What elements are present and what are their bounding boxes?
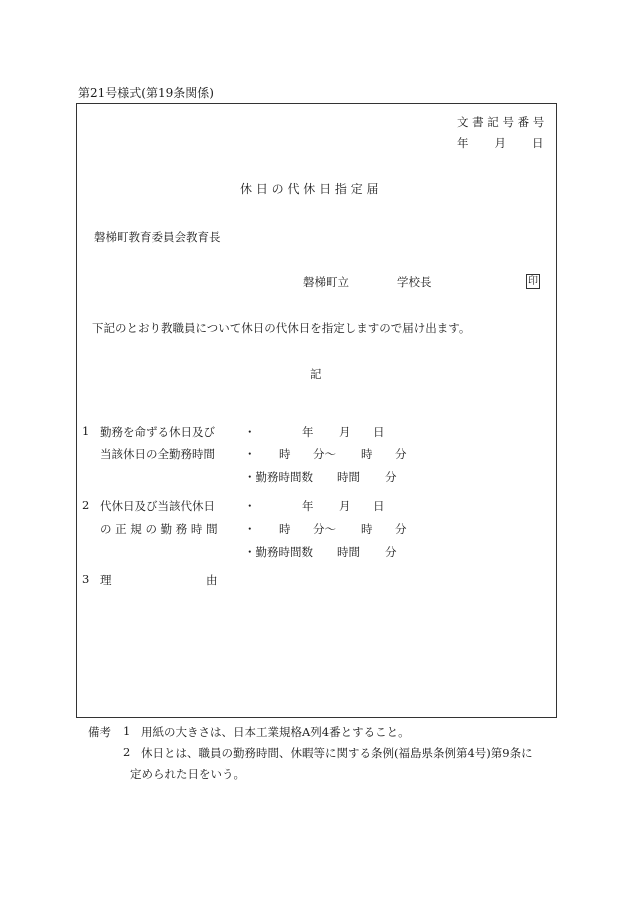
item2-row2-min2: 分 [395,522,407,536]
body-text: 下記のとおり教職員について休日の代休日を指定しますので届け出ます。 [92,321,471,335]
item2-label-line1: 代休日及び当該代休日 [100,499,215,513]
item1-row2-min2: 分 [395,447,407,461]
item2-number: 2 [82,498,90,512]
item1-label-line1: 勤務を命ずる休日及び [100,425,215,439]
ki-heading: 記 [310,367,322,381]
sender-principal: 学校長 [397,275,432,289]
item1-row2-hour2: 時 [361,447,373,461]
item2-row1-bullet: ・ [244,499,256,513]
form-number: 第21号様式(第19条関係) [78,86,214,100]
item1-row3-hours: 時間 [337,470,360,484]
item1-row1-year: 年 [302,425,314,439]
seal-mark [526,273,540,289]
item1-row1-day: 日 [373,425,385,439]
notes-prefix: 備考 [88,725,111,739]
item3-label-reason-b: 由 [206,573,218,587]
note2-text-line2: 定められた日をいう。 [130,767,245,781]
note1-number: 1 [123,724,131,738]
item1-row1-bullet: ・ [244,425,256,439]
addressee: 磐梯町教育委員会教育長 [94,230,221,244]
item1-number: 1 [82,424,90,438]
document-title: 休 日 の 代 休 日 指 定 届 [240,182,379,196]
item3-number: 3 [82,572,90,586]
item2-row2-hour1: 時 [279,522,291,536]
item2-row2-bullet: ・ [244,522,256,536]
item3-label-reason-a: 理 [100,573,112,587]
item2-row2-min1: 分〜 [313,522,336,536]
doc-number-label: 文 書 記 号 番 号 [457,115,545,129]
item2-row3-hours: 時間 [337,545,360,559]
sender-school: 磐梯町立 [303,275,349,289]
item1-row2-hour1: 時 [279,447,291,461]
item2-label-line2: の 正 規 の 勤 務 時 間 [100,522,218,536]
note1-text: 用紙の大きさは、日本工業規格A列4番とすること。 [141,725,410,739]
item2-row1-day: 日 [373,499,385,513]
item1-row3-label: ・勤務時間数 [244,470,313,484]
item1-row2-bullet: ・ [244,447,256,461]
item2-row1-month: 月 [339,499,351,513]
note2-text-line1: 休日とは、職員の勤務時間、休暇等に関する条例(福島県条例第4号)第9条に [141,746,533,760]
item2-row3-label: ・勤務時間数 [244,545,313,559]
item1-row3-minutes: 分 [385,470,397,484]
date-label: 年 月 日 [457,136,545,150]
note2-number: 2 [123,745,131,759]
item1-label-line2: 当該休日の全勤務時間 [100,447,215,461]
item1-row2-min1: 分〜 [313,447,336,461]
seal-stamp: 印 [528,276,538,287]
item2-row1-year: 年 [302,499,314,513]
item2-row3-minutes: 分 [385,545,397,559]
item1-row1-month: 月 [339,425,351,439]
item2-row2-hour2: 時 [361,522,373,536]
